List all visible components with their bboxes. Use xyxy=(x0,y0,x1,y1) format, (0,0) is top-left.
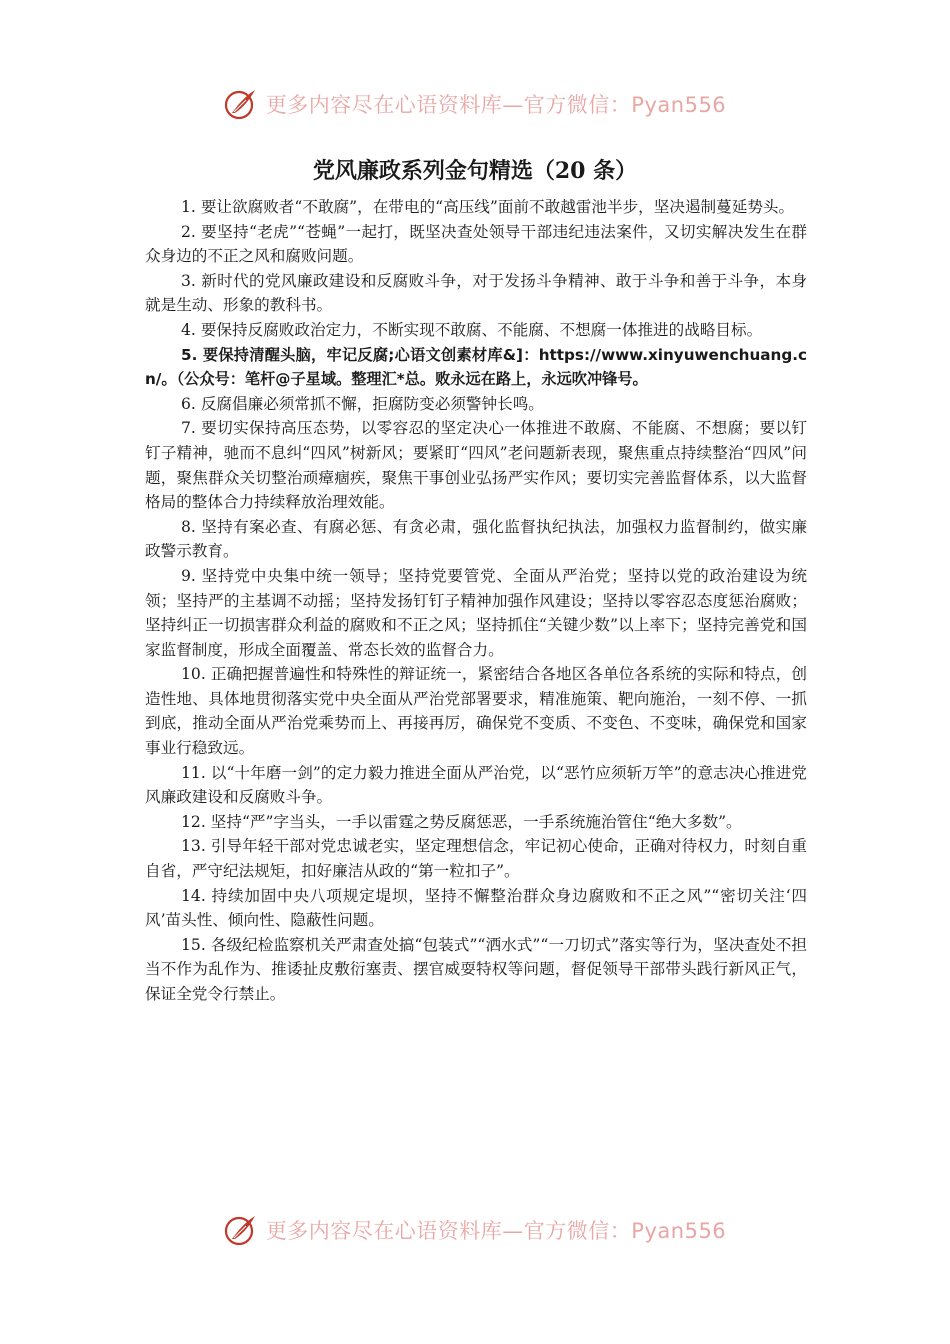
page-title: 党风廉政系列金句精选（20 条） xyxy=(312,158,638,184)
paragraph-9: 9. 坚持党中央集中统一领导；坚持党要管党、全面从严治党；坚持以党的政治建设为统领；坚持严的主基调不动摇；坚持发扬钉钉子精神加强作风建设；坚持以零容忍态度惩治腐败；坚持纠正一切损害群众利益的腐败和不正之风；坚持抓住“关键少数”以上率下；坚持完善党和国家监督制度，形成全面覆盖、常态长效的监督合力。 xyxy=(145,566,807,659)
paragraph-12: 12. 坚持“严”字当头，一手以雷霆之势反腐惩恶，一手系统施治管住“绝大多数”。 xyxy=(181,812,742,831)
paragraph-3: 3. 新时代的党风廉政建设和反腐败斗争，对于发扬斗争精神、敢于斗争和善于斗争，本身就是生动、形象的教科书。 xyxy=(145,271,807,315)
paragraph-7: 7. 要切实保持高压态势，以零容忍的坚定决心一体推进不敢腐、不能腐、不想腐；要以钉钉子精神，驰而不息纠“四风”树新风；要紧盯“四风”老问题新表现，聚焦重点持续整治“四风”问题，聚焦群众关切整治顽瘴痼疾，聚焦干事创业弘扬严实作风；要切实完善监督体系，以大监督格局的整体合力持续释放治理效能。 xyxy=(145,419,807,512)
quill-pen-logo-icon xyxy=(224,87,258,121)
header-banner-text: 更多内容尽在心语资料库—官方微信：Pyan556 xyxy=(265,93,727,117)
paragraph-4: 4. 要保持反腐败政治定力，不断实现不敢腐、不能腐、不想腐一体推进的战略目标。 xyxy=(181,320,763,339)
paragraph-2: 2. 要坚持“老虎”“苍蝇”一起打，既坚决查处领导干部违纪违法案件，又切实解决发生在群众身边的不正之风和腐败问题。 xyxy=(145,222,807,266)
document-body xyxy=(145,195,807,1007)
paragraph-6: 6. 反腐倡廉必须常抓不懈，拒腐防变必须警钟长鸣。 xyxy=(181,394,544,413)
header-banner xyxy=(0,84,950,124)
paragraph-14: 14. 持续加固中央八项规定堤坝，坚持不懈整治群众身边腐败和不正之风”“密切关注‘四风’苗头性、倾向性、隐蔽性问题。 xyxy=(145,886,807,930)
paragraph-15: 15. 各级纪检监察机关严肃查处搞“包装式”“洒水式”“一刀切式”落实等行为，坚决查处不担当不作为乱作为、推诿扯皮敷衍塞责、摆官威耍特权等问题，督促领导干部带头践行新风正气，保证全党令行禁止。 xyxy=(145,935,807,1003)
paragraph-8: 8. 坚持有案必查、有腐必惩、有贪必肃，强化监督执纪执法，加强权力监督制约，做实廉政警示教育。 xyxy=(145,517,807,561)
paragraph-1: 1. 要让欲腐败者“不敢腐”，在带电的“高压线”面前不敢越雷池半步，坚决遏制蔓延势头。 xyxy=(181,198,795,216)
paragraph-5: 5. 要保持清醒头脑，牢记反腐;心语文创素材库&]：https://www.xinyuwenchuang.cn/。（公众号：笔杆@子星域。整理汇*总。败永远在路上，永远吹冲锋号。 xyxy=(145,345,807,389)
footer-banner-text: 更多内容尽在心语资料库—官方微信：Pyan556 xyxy=(265,1219,727,1243)
footer-banner xyxy=(0,1210,950,1250)
paragraph-10: 10. 正确把握普遍性和特殊性的辩证统一，紧密结合各地区各单位各系统的实际和特点，创造性地、具体地贯彻落实党中央全面从严治党部署要求，精准施策、靶向施治，一刻不停、一抓到底，推动全面从严治党乘势而上、再接再厉，确保党不变质、不变色、不变味，确保党和国家事业行稳致远。 xyxy=(145,665,807,758)
paragraph-13: 13. 引导年轻干部对党忠诚老实，坚定理想信念，牢记初心使命，正确对待权力，时刻自重自省，严守纪法规矩，扣好廉洁从政的“第一粒扣子”。 xyxy=(145,837,807,881)
quill-pen-logo-icon xyxy=(224,1213,258,1247)
paragraph-11: 11. 以“十年磨一剑”的定力毅力推进全面从严治党，以“恶竹应须斩万竿”的意志决心推进党风廉政建设和反腐败斗争。 xyxy=(145,763,807,807)
